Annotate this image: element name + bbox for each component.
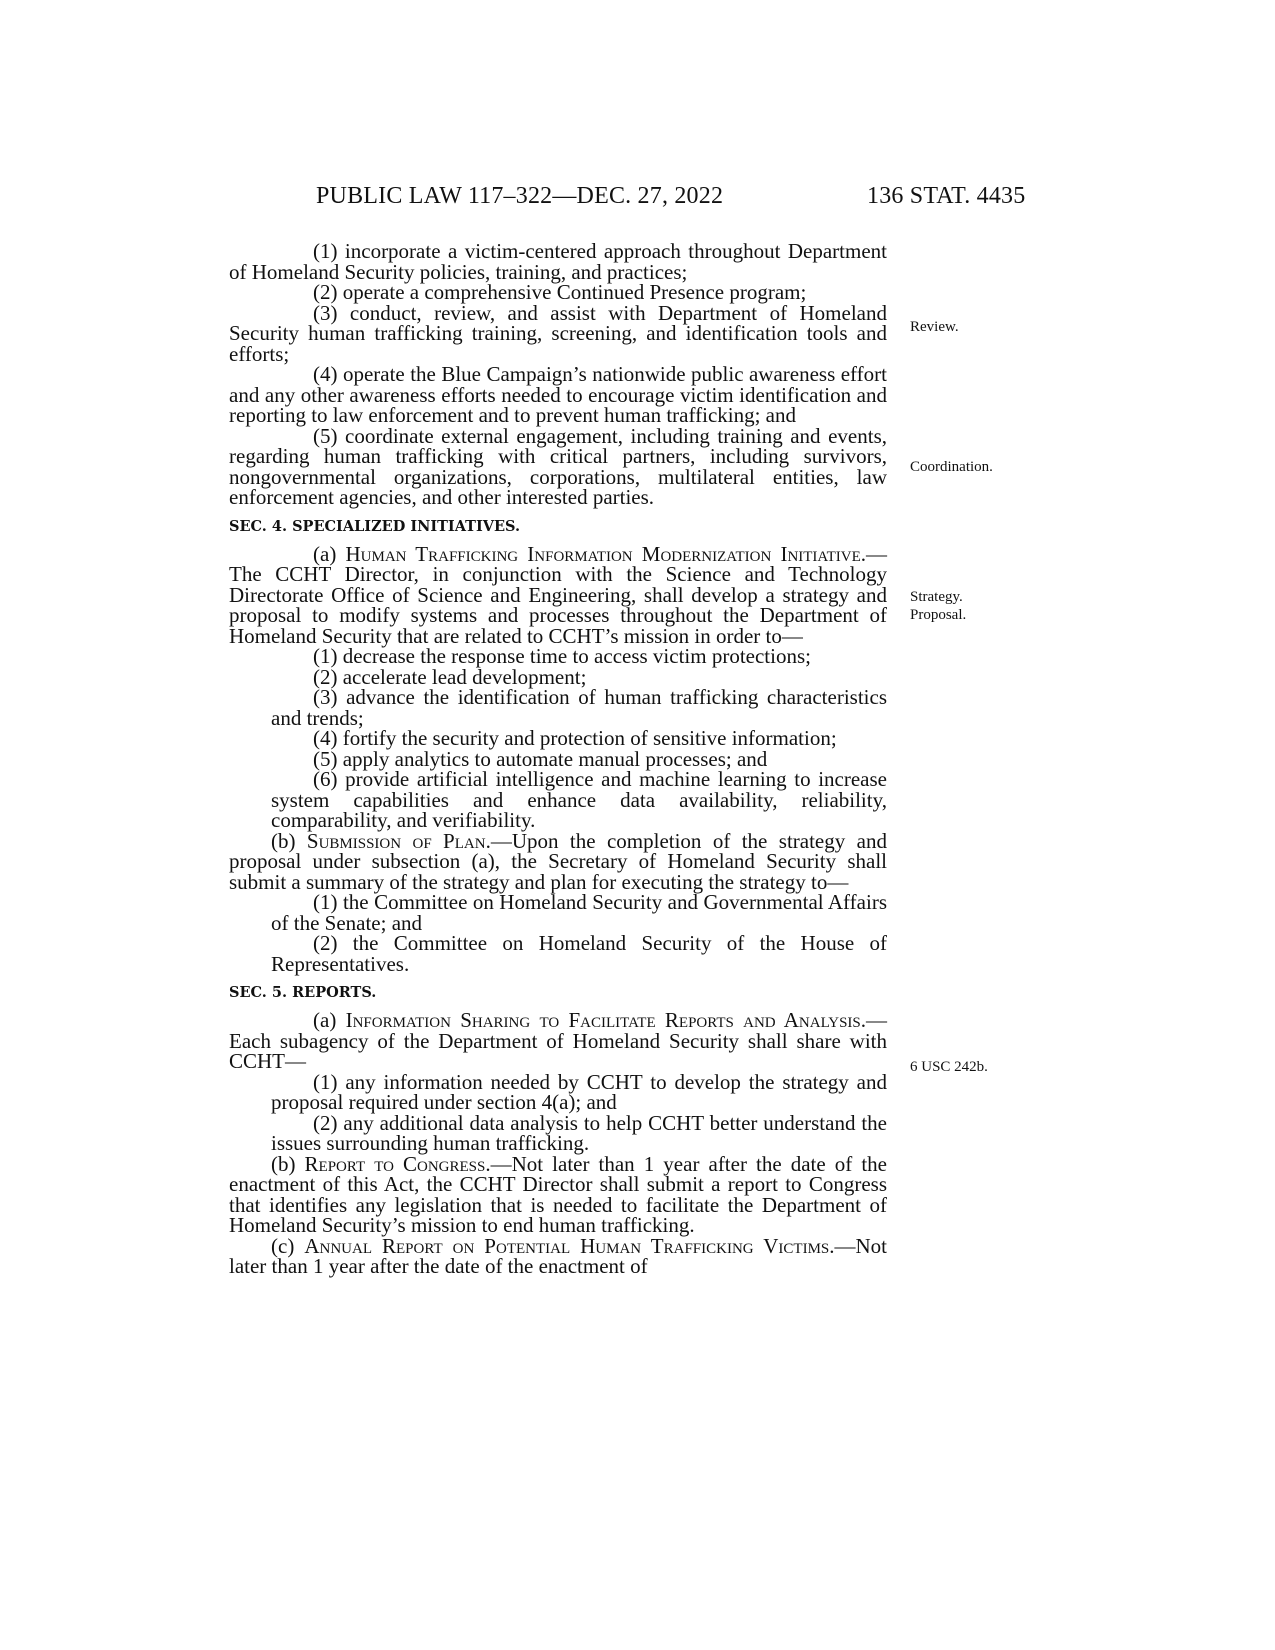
margin-note-review: Review. bbox=[910, 319, 959, 335]
running-header-title: PUBLIC LAW 117–322—DEC. 27, 2022 bbox=[316, 183, 724, 209]
subsection-heading: Information Sharing to Facilitate Reports and Analysis. bbox=[345, 1008, 866, 1032]
list-item: (3) advance the identification of human trafficking characteristics and trends; bbox=[271, 685, 887, 730]
list-item: (1) any information needed by CCHT to develop the strategy and proposal required under section 4(a); and bbox=[271, 1069, 887, 1114]
list-item: (4) fortify the security and protection of sensitive information; bbox=[313, 726, 837, 750]
paragraph: (3) conduct, review, and assist with Department of Homeland Security human trafficking training, screening, and identification tools and efforts; bbox=[229, 300, 887, 366]
list-item: (5) apply analytics to automate manual processes; and bbox=[313, 746, 768, 771]
list-item: (6) provide artificial intelligence and machine learning to increase system capabilities and enhance data availability, reliability, comparability, and verifiability. bbox=[271, 767, 887, 832]
list-item: (2) the Committee on Homeland Security of the House of Representatives. bbox=[271, 931, 887, 976]
list-item: (1) decrease the response time to access victim protections; bbox=[313, 644, 811, 668]
list-item: (2) any additional data analysis to help CCHT better understand the issues surrounding human trafficking. bbox=[271, 1110, 887, 1155]
subsection: (c) Annual Report on Potential Human Trafficking Victims.—Not later than 1 year after the date of the enactment of bbox=[229, 1233, 888, 1278]
list-item: (1) the Committee on Homeland Security and Governmental Affairs of the Senate; and bbox=[271, 890, 887, 935]
subsection-heading: Report to Congress. bbox=[304, 1151, 491, 1176]
subsection: (a) Human Trafficking Information Modernization Initiative.—The CCHT Director, in conjunction with the Science and Technology Directorate Office of Science and Engineering, shall develop a strategy and proposal to modify systems and processes throughout the Department of Homeland Security that are related to CCHT’s mission in order to— bbox=[229, 541, 887, 648]
subsection: (b) Report to Congress.—Not later than 1 year after the date of the enactment of this Act, the CCHT Director shall submit a report to Congress that identifies any legislation that is needed to facilitate the Department of Homeland Security’s mission to end human trafficking. bbox=[229, 1151, 887, 1237]
subsection-heading: Submission of Plan. bbox=[306, 828, 491, 853]
running-header-page: 136 STAT. 4435 bbox=[867, 183, 1026, 209]
paragraph: (2) operate a comprehensive Continued Presence program; bbox=[313, 280, 807, 304]
paragraph: (1) incorporate a victim-centered approach throughout Department of Homeland Security policies, training, and practices; bbox=[229, 239, 887, 284]
list-item: (2) accelerate lead development; bbox=[313, 664, 587, 689]
paragraph: (5) coordinate external engagement, including training and events, regarding human trafficking with critical partners, including survivors, nongovernmental organizations, corporations, multilateral entities, law enforcement agencies, and other interested parties. bbox=[229, 423, 887, 509]
subsection-heading: Human Trafficking Information Modernization Initiative. bbox=[345, 541, 866, 566]
subsection-heading: Annual Report on Potential Human Trafficking Victims. bbox=[304, 1233, 835, 1258]
section-heading: SEC. 5. REPORTS. bbox=[229, 984, 377, 1001]
margin-note-usc-citation: 6 USC 242b. bbox=[910, 1059, 988, 1075]
paragraph: (4) operate the Blue Campaign’s nationwide public awareness effort and any other awareness efforts needed to encourage victim identification and reporting to law enforcement and to prevent human trafficking; and bbox=[229, 362, 887, 427]
subsection: (a) Information Sharing to Facilitate Reports and Analysis.—Each subagency of the Department of Homeland Security shall share with CCHT— bbox=[229, 1008, 887, 1073]
document-body bbox=[229, 241, 887, 1277]
margin-note-coordination: Coordination. bbox=[910, 459, 993, 475]
margin-note-proposal: Proposal. bbox=[910, 607, 967, 623]
section-heading: SEC. 4. SPECIALIZED INITIATIVES. bbox=[229, 517, 521, 535]
margin-note-strategy: Strategy. bbox=[910, 589, 963, 605]
subsection: (b) Submission of Plan.—Upon the completion of the strategy and proposal under subsection (a), the Secretary of Homeland Security shall submit a summary of the strategy and plan for executing the strategy to— bbox=[229, 828, 887, 894]
